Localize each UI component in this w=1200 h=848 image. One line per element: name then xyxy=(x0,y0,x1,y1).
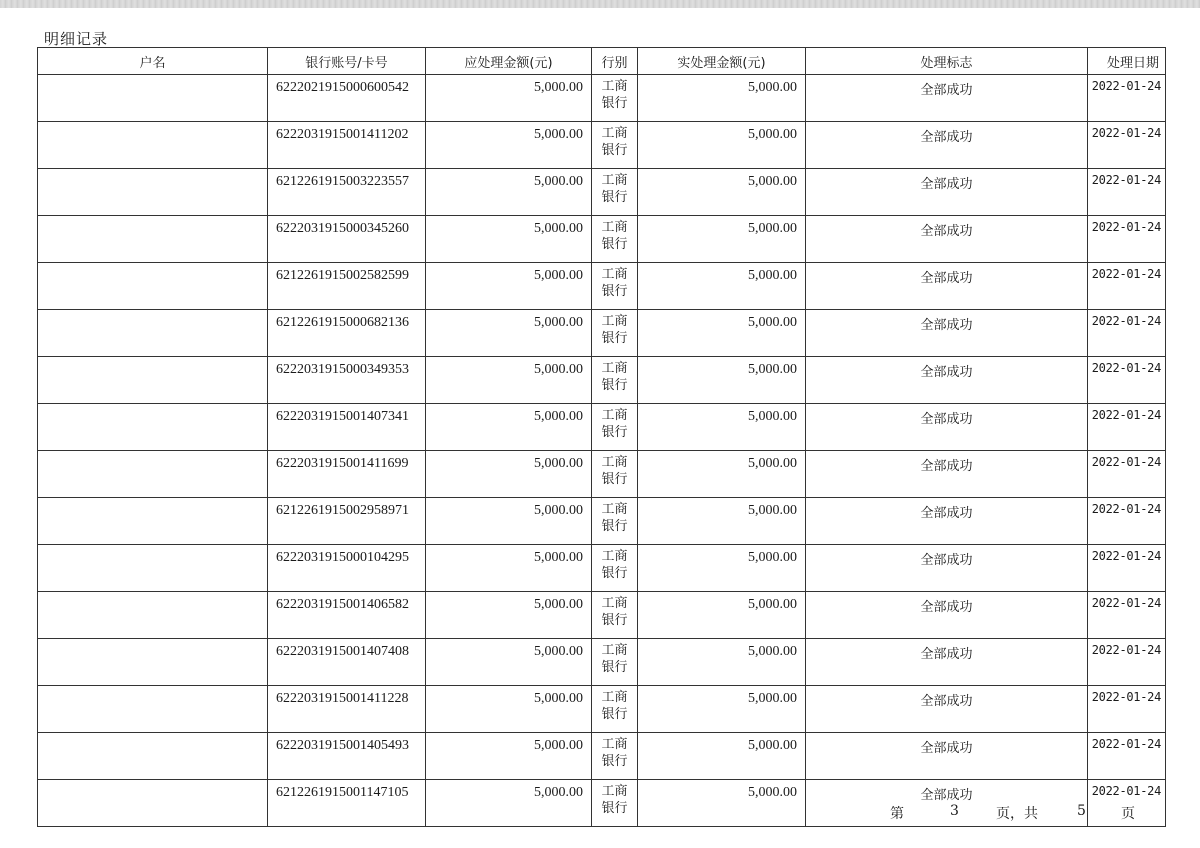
cell-actual-amount: 5,000.00 xyxy=(638,122,806,169)
page-suffix: 页 xyxy=(1121,806,1135,822)
header-name: 户名 xyxy=(38,48,268,75)
cell-bank-line1: 工商 xyxy=(601,784,628,799)
cell-name xyxy=(38,216,268,263)
cell-bank-line1: 工商 xyxy=(601,220,628,235)
table-row xyxy=(38,733,1166,780)
cell-date: 2022-01-24 xyxy=(1088,592,1166,639)
cell-bank-line2: 银行 xyxy=(601,237,628,252)
cell-bank-line1: 工商 xyxy=(601,455,628,470)
cell-date: 2022-01-24 xyxy=(1088,639,1166,686)
cell-name xyxy=(38,75,268,122)
header-date: 处理日期 xyxy=(1088,48,1166,75)
cell-status: 全部成功 xyxy=(806,404,1088,451)
cell-bank xyxy=(592,592,638,639)
cell-bank xyxy=(592,310,638,357)
cell-bank xyxy=(592,780,638,827)
cell-bank xyxy=(592,357,638,404)
cell-actual-amount: 5,000.00 xyxy=(638,75,806,122)
cell-status: 全部成功 xyxy=(806,592,1088,639)
cell-bank-line1: 工商 xyxy=(601,408,628,423)
cell-bank xyxy=(592,122,638,169)
page-current: 3 xyxy=(950,803,959,819)
cell-status: 全部成功 xyxy=(806,639,1088,686)
cell-bank-line2: 银行 xyxy=(601,566,628,581)
cell-date: 2022-01-24 xyxy=(1088,216,1166,263)
cell-due-amount: 5,000.00 xyxy=(426,498,592,545)
cell-actual-amount: 5,000.00 xyxy=(638,216,806,263)
cell-actual-amount: 5,000.00 xyxy=(638,592,806,639)
cell-due-amount: 5,000.00 xyxy=(426,122,592,169)
table-row xyxy=(38,263,1166,310)
cell-due-amount: 5,000.00 xyxy=(426,545,592,592)
cell-bank xyxy=(592,686,638,733)
cell-bank-line2: 银行 xyxy=(601,331,628,346)
cell-due-amount: 5,000.00 xyxy=(426,263,592,310)
cell-due-amount: 5,000.00 xyxy=(426,310,592,357)
cell-bank-line1: 工商 xyxy=(601,549,628,564)
cell-name xyxy=(38,357,268,404)
cell-actual-amount: 5,000.00 xyxy=(638,263,806,310)
table-row xyxy=(38,75,1166,122)
table-row xyxy=(38,498,1166,545)
cell-date: 2022-01-24 xyxy=(1088,780,1166,827)
cell-bank-line2: 银行 xyxy=(601,143,628,158)
scan-edge xyxy=(0,0,1200,8)
cell-bank-line2: 银行 xyxy=(601,378,628,393)
cell-bank xyxy=(592,263,638,310)
cell-account: 6222031915001407408 xyxy=(268,639,426,686)
cell-account: 6222021915000600542 xyxy=(268,75,426,122)
cell-name xyxy=(38,122,268,169)
cell-status: 全部成功 xyxy=(806,733,1088,780)
cell-due-amount: 5,000.00 xyxy=(426,357,592,404)
cell-actual-amount: 5,000.00 xyxy=(638,733,806,780)
cell-account: 6222031915001406582 xyxy=(268,592,426,639)
header-account: 银行账号/卡号 xyxy=(268,48,426,75)
cell-due-amount: 5,000.00 xyxy=(426,169,592,216)
cell-date: 2022-01-24 xyxy=(1088,169,1166,216)
cell-actual-amount: 5,000.00 xyxy=(638,686,806,733)
cell-bank-line1: 工商 xyxy=(601,690,628,705)
cell-name xyxy=(38,686,268,733)
cell-account: 6212261915001147105 xyxy=(268,780,426,827)
cell-bank xyxy=(592,75,638,122)
header-bank: 行别 xyxy=(592,48,638,75)
cell-due-amount: 5,000.00 xyxy=(426,451,592,498)
cell-due-amount: 5,000.00 xyxy=(426,733,592,780)
header-due-amount: 应处理金额(元) xyxy=(426,48,592,75)
cell-actual-amount: 5,000.00 xyxy=(638,639,806,686)
cell-actual-amount: 5,000.00 xyxy=(638,169,806,216)
cell-bank-line2: 银行 xyxy=(601,96,628,111)
cell-status: 全部成功 xyxy=(806,780,1088,827)
cell-status: 全部成功 xyxy=(806,686,1088,733)
cell-bank-line1: 工商 xyxy=(601,267,628,282)
cell-account: 6212261915002958971 xyxy=(268,498,426,545)
cell-status: 全部成功 xyxy=(806,451,1088,498)
table-row xyxy=(38,404,1166,451)
cell-due-amount: 5,000.00 xyxy=(426,75,592,122)
cell-due-amount: 5,000.00 xyxy=(426,686,592,733)
cell-status: 全部成功 xyxy=(806,216,1088,263)
cell-actual-amount: 5,000.00 xyxy=(638,451,806,498)
cell-name xyxy=(38,733,268,780)
cell-date: 2022-01-24 xyxy=(1088,498,1166,545)
cell-account: 6222031915000345260 xyxy=(268,216,426,263)
cell-date: 2022-01-24 xyxy=(1088,310,1166,357)
page-middle: 页，共 xyxy=(996,806,1038,822)
cell-bank xyxy=(592,169,638,216)
cell-bank xyxy=(592,451,638,498)
cell-bank xyxy=(592,216,638,263)
cell-bank xyxy=(592,404,638,451)
cell-name xyxy=(38,780,268,827)
table-row xyxy=(38,592,1166,639)
cell-bank-line2: 银行 xyxy=(601,425,628,440)
cell-account: 6212261915002582599 xyxy=(268,263,426,310)
cell-name xyxy=(38,263,268,310)
cell-name xyxy=(38,639,268,686)
cell-bank xyxy=(592,639,638,686)
cell-account: 6222031915000104295 xyxy=(268,545,426,592)
cell-bank-line2: 银行 xyxy=(601,472,628,487)
cell-status: 全部成功 xyxy=(806,263,1088,310)
cell-status: 全部成功 xyxy=(806,75,1088,122)
cell-due-amount: 5,000.00 xyxy=(426,592,592,639)
cell-bank-line1: 工商 xyxy=(601,126,628,141)
cell-due-amount: 5,000.00 xyxy=(426,216,592,263)
cell-date: 2022-01-24 xyxy=(1088,263,1166,310)
cell-date: 2022-01-24 xyxy=(1088,122,1166,169)
cell-bank-line2: 银行 xyxy=(601,707,628,722)
cell-date: 2022-01-24 xyxy=(1088,357,1166,404)
cell-bank-line2: 银行 xyxy=(601,801,628,816)
cell-actual-amount: 5,000.00 xyxy=(638,310,806,357)
cell-bank xyxy=(592,498,638,545)
cell-account: 6222031915001411699 xyxy=(268,451,426,498)
cell-bank-line1: 工商 xyxy=(601,737,628,752)
cell-bank-line1: 工商 xyxy=(601,596,628,611)
cell-bank-line2: 银行 xyxy=(601,519,628,534)
cell-account: 6222031915001407341 xyxy=(268,404,426,451)
cell-date: 2022-01-24 xyxy=(1088,404,1166,451)
cell-bank-line1: 工商 xyxy=(601,79,628,94)
cell-name xyxy=(38,451,268,498)
page-total: 5 xyxy=(1077,803,1086,819)
cell-name xyxy=(38,592,268,639)
cell-actual-amount: 5,000.00 xyxy=(638,780,806,827)
cell-actual-amount: 5,000.00 xyxy=(638,357,806,404)
cell-bank-line2: 银行 xyxy=(601,190,628,205)
cell-name xyxy=(38,498,268,545)
cell-bank-line2: 银行 xyxy=(601,284,628,299)
cell-bank-line1: 工商 xyxy=(601,314,628,329)
section-title: 明细记录 xyxy=(44,30,109,48)
table-row xyxy=(38,169,1166,216)
cell-bank xyxy=(592,733,638,780)
cell-actual-amount: 5,000.00 xyxy=(638,545,806,592)
cell-due-amount: 5,000.00 xyxy=(426,780,592,827)
cell-status: 全部成功 xyxy=(806,498,1088,545)
table-row xyxy=(38,357,1166,404)
cell-bank-line1: 工商 xyxy=(601,361,628,376)
cell-name xyxy=(38,545,268,592)
cell-account: 6212261915003223557 xyxy=(268,169,426,216)
header-actual-amount: 实处理金额(元) xyxy=(638,48,806,75)
cell-bank-line1: 工商 xyxy=(601,173,628,188)
cell-account: 6222031915001411228 xyxy=(268,686,426,733)
cell-status: 全部成功 xyxy=(806,357,1088,404)
cell-bank-line1: 工商 xyxy=(601,643,628,658)
cell-status: 全部成功 xyxy=(806,545,1088,592)
table-row xyxy=(38,451,1166,498)
cell-due-amount: 5,000.00 xyxy=(426,404,592,451)
header-status: 处理标志 xyxy=(806,48,1088,75)
cell-actual-amount: 5,000.00 xyxy=(638,404,806,451)
detail-records-table xyxy=(37,47,1166,827)
table-row xyxy=(38,545,1166,592)
cell-bank xyxy=(592,545,638,592)
cell-date: 2022-01-24 xyxy=(1088,451,1166,498)
cell-bank-line2: 银行 xyxy=(601,660,628,675)
cell-name xyxy=(38,169,268,216)
cell-account: 6222031915001411202 xyxy=(268,122,426,169)
header-row xyxy=(38,48,1166,75)
cell-account: 6222031915001405493 xyxy=(268,733,426,780)
cell-bank-line1: 工商 xyxy=(601,502,628,517)
cell-date: 2022-01-24 xyxy=(1088,75,1166,122)
cell-name xyxy=(38,404,268,451)
cell-status: 全部成功 xyxy=(806,169,1088,216)
cell-account: 6222031915000349353 xyxy=(268,357,426,404)
table-row xyxy=(38,686,1166,733)
cell-status: 全部成功 xyxy=(806,122,1088,169)
cell-status: 全部成功 xyxy=(806,310,1088,357)
cell-date: 2022-01-24 xyxy=(1088,545,1166,592)
cell-due-amount: 5,000.00 xyxy=(426,639,592,686)
table-body xyxy=(38,75,1166,827)
table-row xyxy=(38,310,1166,357)
page-prefix: 第 xyxy=(890,806,904,822)
table-row xyxy=(38,122,1166,169)
cell-name xyxy=(38,310,268,357)
table-row xyxy=(38,639,1166,686)
cell-bank-line2: 银行 xyxy=(601,754,628,769)
cell-bank-line2: 银行 xyxy=(601,613,628,628)
cell-date: 2022-01-24 xyxy=(1088,733,1166,780)
table-row xyxy=(38,216,1166,263)
cell-date: 2022-01-24 xyxy=(1088,686,1166,733)
cell-actual-amount: 5,000.00 xyxy=(638,498,806,545)
cell-account: 6212261915000682136 xyxy=(268,310,426,357)
